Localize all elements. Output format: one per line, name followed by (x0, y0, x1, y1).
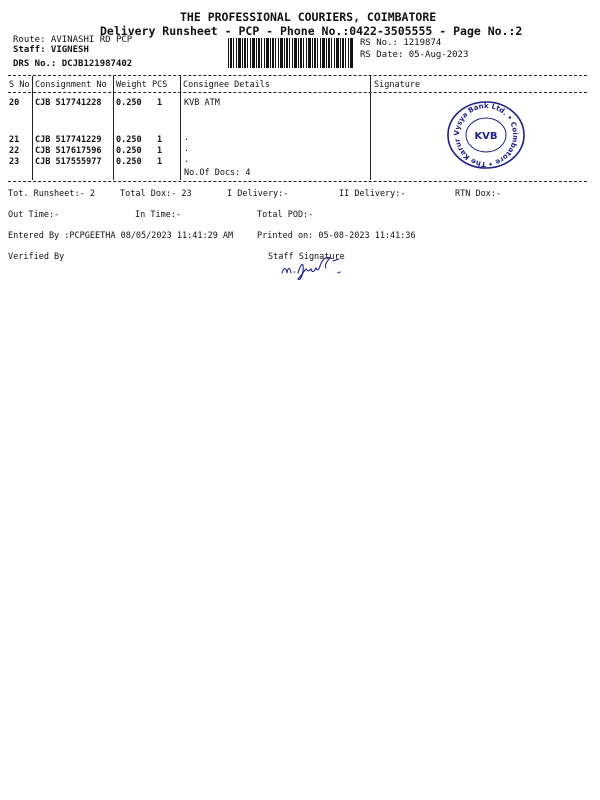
bank-stamp (445, 100, 527, 170)
row-pcs: 1 (157, 157, 163, 167)
verified-by: Verified By (8, 252, 65, 262)
row-details: . (184, 144, 190, 154)
row-weight: 0.250 (116, 157, 142, 167)
row-weight: 0.250 (116, 146, 142, 156)
i-delivery: I Delivery:- (227, 189, 289, 199)
row-sno: 20 (9, 98, 20, 108)
ii-delivery: II Delivery:- (339, 189, 406, 199)
row-details: . (184, 155, 190, 165)
table-top-rule (8, 75, 587, 76)
row-consignment: CJB 517741229 (35, 135, 102, 145)
company-title: THE PROFESSIONAL COURIERS, COIMBATORE (180, 10, 437, 24)
row-details: KVB ATM (184, 98, 220, 108)
row-sno: 23 (9, 157, 20, 167)
tot-runsheet: Tot. Runsheet:- 2 (8, 189, 95, 199)
table-bottom-rule (8, 181, 587, 182)
header-weight: Weight (116, 80, 147, 90)
header-pcs: PCS (152, 80, 168, 90)
row-pcs: 1 (157, 146, 163, 156)
entered-by: Entered By :PCPGEETHA 08/05/2023 11:41:29 AM (8, 231, 234, 241)
header-rule (8, 92, 587, 93)
staff-label: Staff: VIGNESH (13, 45, 89, 55)
row-weight: 0.250 (116, 98, 142, 108)
row-sno: 22 (9, 146, 20, 156)
header-sno: S No (9, 80, 30, 90)
rs-number: RS No.: 1219874 (360, 38, 442, 48)
row-consignment: CJB 517741228 (35, 98, 102, 108)
header-signature: Signature (374, 80, 421, 90)
header-consignment: Consignment No (35, 80, 107, 90)
total-pod: Total POD:- (257, 210, 314, 220)
no-of-docs: No.Of Docs: 4 (184, 168, 251, 178)
row-details: . (184, 133, 190, 143)
printed-on: Printed on: 05-08-2023 11:41:36 (257, 231, 416, 241)
runsheet-subtitle: Delivery Runsheet - PCP - Phone No.:0422-3505555 - Page No.:2 (100, 24, 523, 38)
drs-number: DRS No.: DCJB121987402 (13, 59, 133, 69)
stamp-text: The Karur Vysya Bank Ltd. • Coimbatore • (452, 101, 520, 169)
rtn-dox: RTN Dox:- (455, 189, 502, 199)
total-dox: Total Dox:- 23 (120, 189, 192, 199)
handwritten-signature (278, 255, 358, 285)
rs-date: RS Date: 05-Aug-2023 (360, 50, 469, 60)
in-time: In Time:- (135, 210, 182, 220)
route-label: Route: AVINASHI RD PCP (13, 35, 133, 45)
stamp-logo: KVB (474, 131, 498, 142)
row-weight: 0.250 (116, 135, 142, 145)
out-time: Out Time:- (8, 210, 60, 220)
header-consignee: Consignee Details (183, 80, 270, 90)
row-consignment: CJB 517617596 (35, 146, 102, 156)
row-sno: 21 (9, 135, 20, 145)
row-pcs: 1 (157, 98, 163, 108)
staff-signature-label: Staff Signature (268, 252, 345, 262)
barcode (228, 38, 354, 68)
row-pcs: 1 (157, 135, 163, 145)
row-consignment: CJB 517555977 (35, 157, 102, 167)
